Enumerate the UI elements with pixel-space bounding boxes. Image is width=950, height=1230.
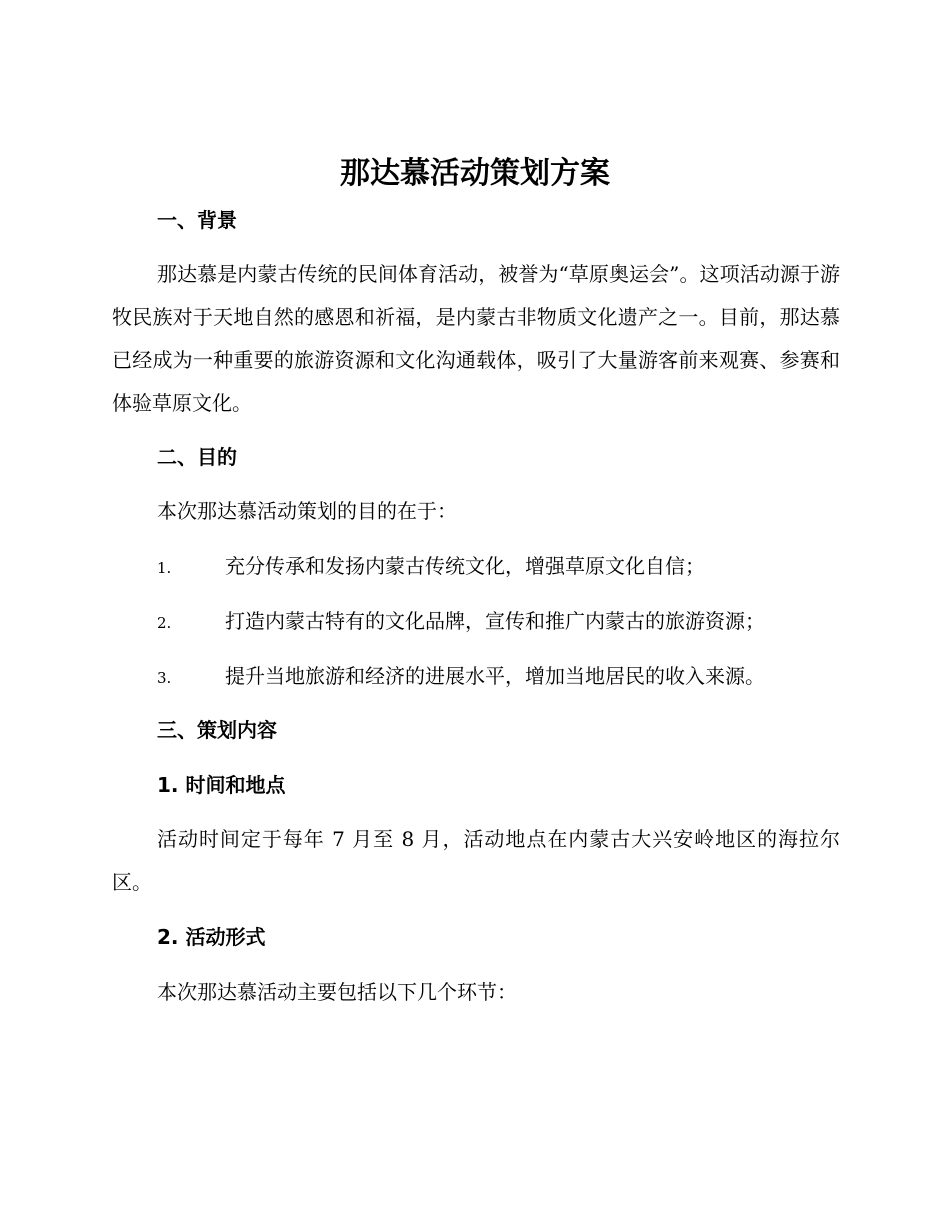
list-number: 3.	[157, 669, 172, 687]
document-title: 那达慕活动策划方案	[340, 156, 610, 191]
heading-purpose: 二、目的	[157, 445, 237, 469]
list-number: 2.	[157, 614, 172, 632]
purpose-intro: 本次那达慕活动策划的目的在于：	[157, 499, 457, 523]
heading-background: 一、背景	[157, 208, 237, 232]
subheading-activity-form: 2. 活动形式	[157, 925, 266, 949]
heading-content: 三、策划内容	[157, 718, 277, 742]
list-text: 充分传承和发扬内蒙古传统文化，增强草原文化自信；	[225, 554, 705, 578]
background-paragraph: 那达慕是内蒙古传统的民间体育活动，被誉为“草原奥运会”。这项活动源于游牧民族对于天地自然的感恩和祈福，是内蒙古非物质文化遗产之一。目前，那达慕已经成为一种重要的旅游资源和文化沟通载体，吸引了大量游客前来观赛、参赛和体验草原文化。	[112, 262, 840, 415]
list-text: 提升当地旅游和经济的进展水平，增加当地居民的收入来源。	[225, 664, 765, 688]
time-place-paragraph: 活动时间定于每年 7 月至 8 月，活动地点在内蒙古大兴安岭地区的海拉尔区。	[112, 827, 840, 894]
list-number: 1.	[157, 559, 172, 577]
subheading-time-place: 1. 时间和地点	[157, 773, 286, 797]
activity-form-intro: 本次那达慕活动主要包括以下几个环节：	[157, 980, 517, 1004]
list-text: 打造内蒙古特有的文化品牌，宣传和推广内蒙古的旅游资源；	[225, 609, 765, 633]
